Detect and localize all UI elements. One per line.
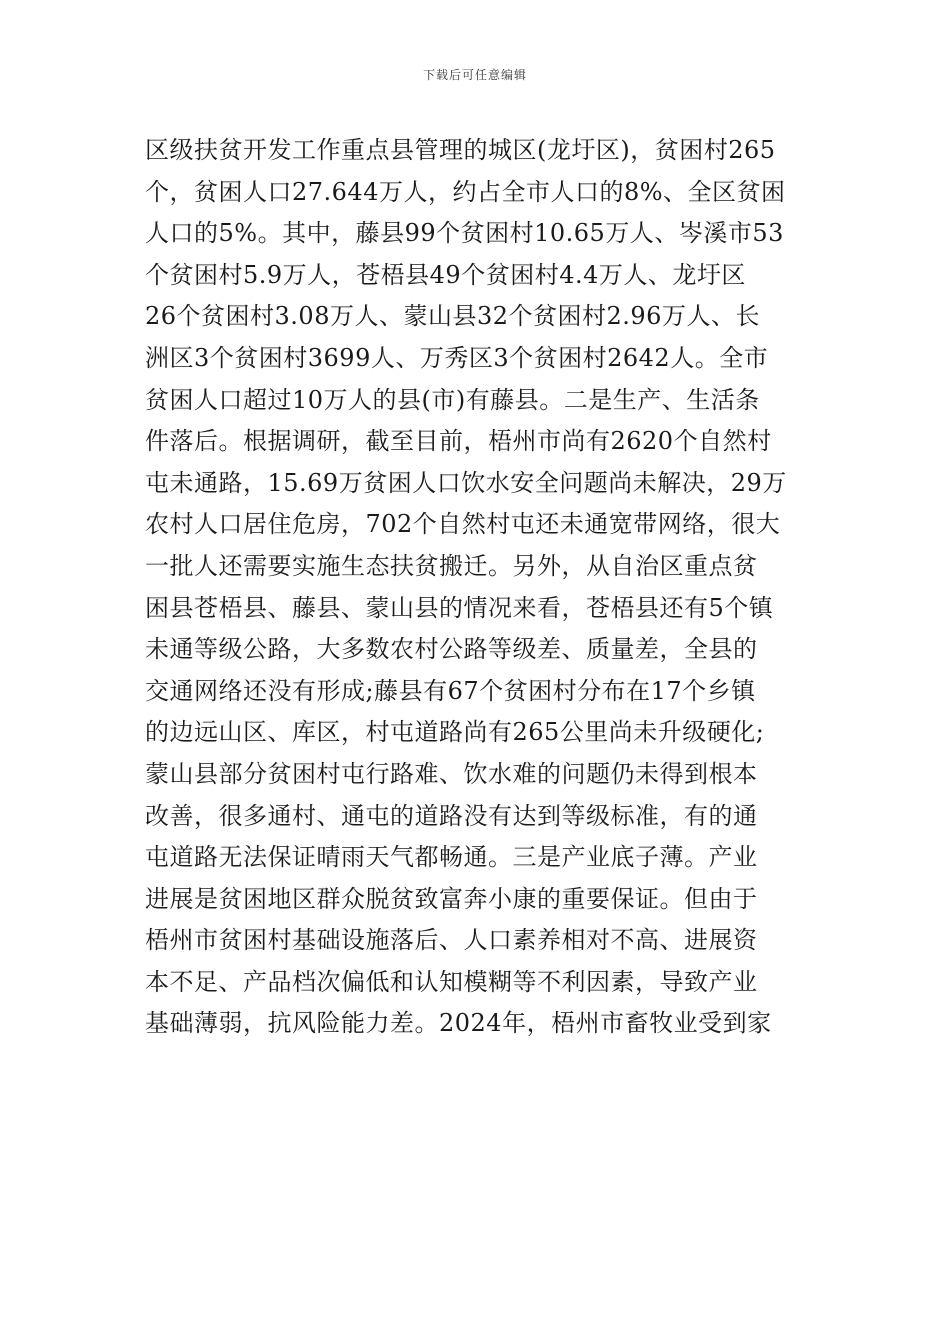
text-line: 洲区3个贫困村3699人、万秀区3个贫困村2642人。全市 bbox=[145, 343, 769, 372]
text-line: 本不足、产品档次偏低和认知模糊等不利因素，导致产业 bbox=[145, 967, 758, 996]
text-line: 个贫困村5.9万人，苍梧县49个贫困村4.4万人、龙圩区 bbox=[145, 260, 746, 289]
text-line: 屯未通路，15.69万贫困人口饮水安全问题尚未解决，29万 bbox=[145, 468, 787, 497]
text-line: 区级扶贫开发工作重点县管理的城区(龙圩区)，贫困村265 bbox=[145, 136, 776, 164]
text-line: 农村人口居住危房，702个自然村屯还未通宽带网络，很大 bbox=[145, 510, 781, 539]
text-line: 贫困人口超过10万人的县(市)有藤县。二是生产、生活条 bbox=[145, 385, 760, 414]
text-line: 困县苍梧县、藤县、蒙山县的情况来看，苍梧县还有5个镇 bbox=[145, 593, 774, 622]
text-line: 改善，很多通村、通屯的道路没有达到等级标准，有的通 bbox=[145, 801, 758, 830]
text-line: 屯道路无法保证晴雨天气都畅通。三是产业底子薄。产业 bbox=[145, 843, 758, 872]
page-header-note: 下载后可任意编辑 bbox=[422, 68, 527, 82]
text-line: 梧州市贫困村基础设施落后、人口素养相对不高、进展资 bbox=[145, 926, 758, 955]
text-line: 基础薄弱，抗风险能力差。2024年，梧州市畜牧业受到家 bbox=[145, 1009, 772, 1038]
text-line: 26个贫困村3.08万人、蒙山县32个贫困村2.96万人、长 bbox=[145, 302, 760, 331]
document-body bbox=[145, 130, 810, 1045]
text-line: 一批人还需要实施生态扶贫搬迁。另外，从自治区重点贫 bbox=[145, 551, 758, 580]
text-line: 件落后。根据调研，截至目前，梧州市尚有2620个自然村 bbox=[145, 427, 772, 456]
text-line: 未通等级公路，大多数农村公路等级差、质量差，全县的 bbox=[145, 635, 758, 664]
text-line: 人口的5%。其中，藤县99个贫困村10.65万人、岑溪市53 bbox=[145, 219, 784, 248]
text-line: 的边远山区、库区，村屯道路尚有265公里尚未升级硬化; bbox=[145, 718, 765, 747]
text-line: 交通网络还没有形成;藤县有67个贫困村分布在17个乡镇 bbox=[145, 676, 756, 705]
text-line: 进展是贫困地区群众脱贫致富奔小康的重要保证。但由于 bbox=[145, 884, 758, 913]
text-line: 个，贫困人口27.644万人，约占全市人口的8%、全区贫困 bbox=[145, 177, 786, 206]
text-line: 蒙山县部分贫困村屯行路难、饮水难的问题仍未得到根本 bbox=[145, 759, 758, 788]
